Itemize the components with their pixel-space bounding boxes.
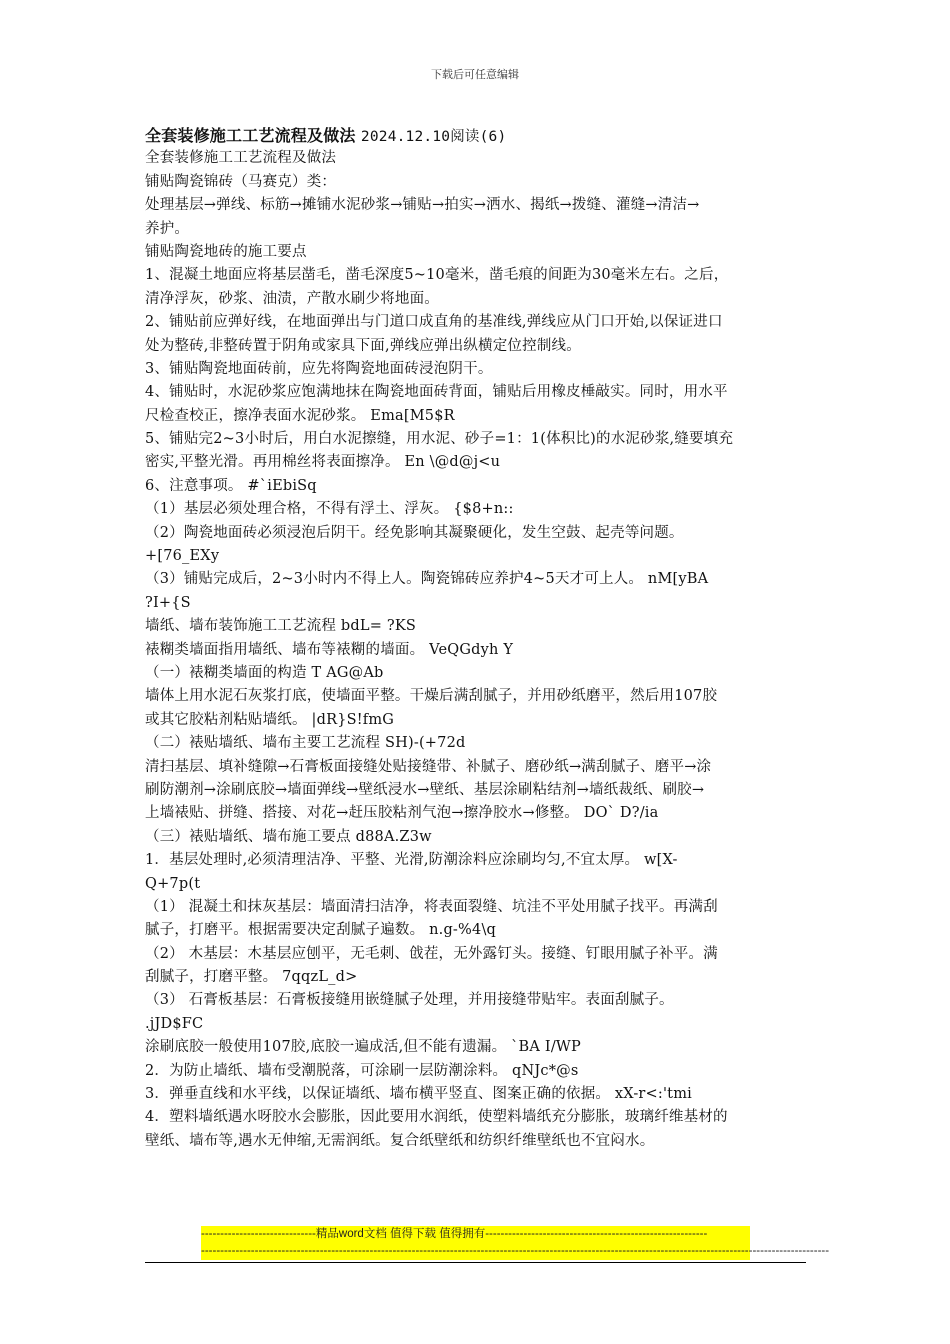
text-line: （2）陶瓷地面砖必须浸泡后阴干。经免影响其凝聚硬化，发生空鼓、起壳等问题。 [145, 524, 684, 541]
text-line: 2．为防止墙纸、墙布受潮脱落，可涂刷一层防潮涂料。 qNJc*@s [145, 1062, 579, 1079]
text-line: （1）基层必须处理合格，不得有浮土、浮灰。 {$8+n:: [145, 501, 514, 518]
text-line: 处为整砖,非整砖置于阴角或家具下面,弹线应弹出纵横定位控制线。 [145, 337, 581, 354]
text-line: 尺检查校正，擦净表面水泥砂浆。 Ema[M5$R [145, 407, 455, 424]
text-line: 裱糊类墙面指用墙纸、墙布等裱糊的墙面。 VeQGdyh Y [145, 641, 514, 658]
text-line: 涂刷底胶一般使用107胶,底胶一遍成活,但不能有遗漏。 `BA I/WP [145, 1039, 581, 1056]
title-text: 全套装修施工工艺流程及做法 [145, 126, 356, 145]
text-line: （3）铺贴完成后，2~3小时内不得上人。陶瓷锦砖应养护4~5天才可上人。 nM[yBA [145, 571, 709, 588]
text-line: +[76_EXy [145, 548, 220, 565]
text-line: 清净浮灰，砂浆、油渍，产散水刷少将地面。 [145, 290, 439, 307]
text-line: 刷防潮剂→涂刷底胶→墙面弹线→壁纸浸水→壁纸、基层涂刷粘结剂→墙纸裁纸、刷胶→ [145, 781, 705, 798]
text-line: 3．弹垂直线和水平线，以保证墙纸、墙布横平竖直、图案正确的依据。 xX-r<:'tmi [145, 1086, 692, 1103]
text-line: （2） 木基层：木基层应刨平，无毛刺、戗茬，无外露钉头。接缝、钉眼用腻子补平。满 [145, 945, 718, 962]
text-line: 养护。 [145, 220, 190, 237]
text-line: 刮腻子，打磨平整。 7qqzL_d> [145, 969, 358, 986]
text-line: 1．基层处理时,必须清理洁净、平整、光滑,防潮涂料应涂刷均匀,不宜太厚。 w[X- [145, 852, 678, 869]
text-line: .jJD$FC [145, 1015, 204, 1032]
text-line: 3、铺贴陶瓷地面砖前，应先将陶瓷地面砖浸泡阴干。 [145, 360, 493, 377]
text-line: （二）裱贴墙纸、墙布主要工艺流程 SH)-(+72d [145, 735, 466, 752]
text-line: ?I+{S [145, 594, 191, 611]
text-line: 壁纸、墙布等,遇水无伸缩,无需润纸。复合纸壁纸和纺织纤维壁纸也不宜闷水。 [145, 1132, 655, 1149]
text-line: 清扫基层、填补缝隙→石膏板面接缝处贴接缝带、补腻子、磨砂纸→满刮腻子、磨平→涂 [145, 758, 712, 775]
text-line: 2、铺贴前应弹好线，在地面弹出与门道口成直角的基准线,弹线应从门口开始,以保证进口 [145, 314, 723, 331]
document-title [145, 124, 813, 147]
footer-banner [201, 1226, 830, 1260]
text-line: 墙纸、墙布装饰施工工艺流程 bdL= ?KS [145, 618, 416, 635]
text-line: 墙体上用水泥石灰浆打底，使墙面平整。干燥后满刮腻子，并用砂纸磨平，然后用107胶 [145, 688, 718, 705]
banner-line-2: -------------------------------------------------------------------------------------------------------------------------------------------------------------------- [201, 1245, 830, 1257]
text-line: （三）裱贴墙纸、墙布施工要点 d88A.Z3w [145, 828, 432, 845]
text-line: （3） 石膏板基层：石膏板接缝用嵌缝腻子处理，并用接缝带贴牢。表面刮腻子。 [145, 992, 674, 1009]
text-line: （一）裱糊类墙面的构造 T AG@Ab [145, 664, 384, 681]
title-meta: 2024.12.10阅读(6) [360, 129, 507, 145]
text-line: 密实,平整光滑。再用棉丝将表面擦净。 En \@d@j<u [145, 454, 501, 471]
text-line: 4．塑料墙纸遇水呀胶水会膨胀，因此要用水润纸，使塑料墙纸充分膨胀，玻璃纤维基材的 [145, 1109, 728, 1126]
document-body [145, 124, 813, 1153]
text-line: 铺贴陶瓷地砖的施工要点 [145, 243, 307, 260]
footer-rule [145, 1262, 806, 1263]
text-line: 腻子，打磨平。根据需要决定刮腻子遍数。 n.g-%4\q [145, 922, 497, 939]
text-line: 处理基层→弹线、标筋→摊铺水泥砂浆→铺贴→拍实→洒水、揭纸→拨缝、灌缝→清洁→ [145, 197, 700, 214]
paragraph-lines [145, 147, 813, 1153]
text-line: 4、铺贴时，水泥砂浆应饱满地抹在陶瓷地面砖背面，铺贴后用橡皮棰敲实。同时，用水平 [145, 384, 728, 401]
text-line: 铺贴陶瓷锦砖（马赛克）类： [145, 173, 337, 190]
text-line: 5、铺贴完2~3小时后，用白水泥擦缝，用水泥、砂子=1：1(体积比)的水泥砂浆,缝要填充 [145, 431, 734, 448]
text-line: 全套装修施工工艺流程及做法 [145, 150, 337, 167]
text-line: 6、注意事项。 #`iEbiSq [145, 477, 317, 494]
page-header: 下载后可任意编辑 [431, 68, 519, 81]
text-line: （1） 混凝土和抹灰基层：墙面清扫洁净，将表面裂缝、坑洼不平处用腻子找平。再满刮 [145, 898, 718, 915]
text-line: 或其它胶粘剂粘贴墙纸。 |dR}S!fmG [145, 711, 395, 728]
text-line: Q+7p(t [145, 875, 201, 892]
banner-line-1: ------------------------------精品word文档 值得下载 值得拥有---------------------------------------------------------- [201, 1228, 708, 1240]
text-line: 上墙裱贴、拼缝、搭接、对花→赶压胶粘剂气泡→擦净胶水→修整。 DO` D?/ia [145, 805, 659, 822]
text-line: 1、混凝土地面应将基层凿毛，凿毛深度5~10毫米，凿毛痕的间距为30毫米左右。之后， [145, 267, 729, 284]
